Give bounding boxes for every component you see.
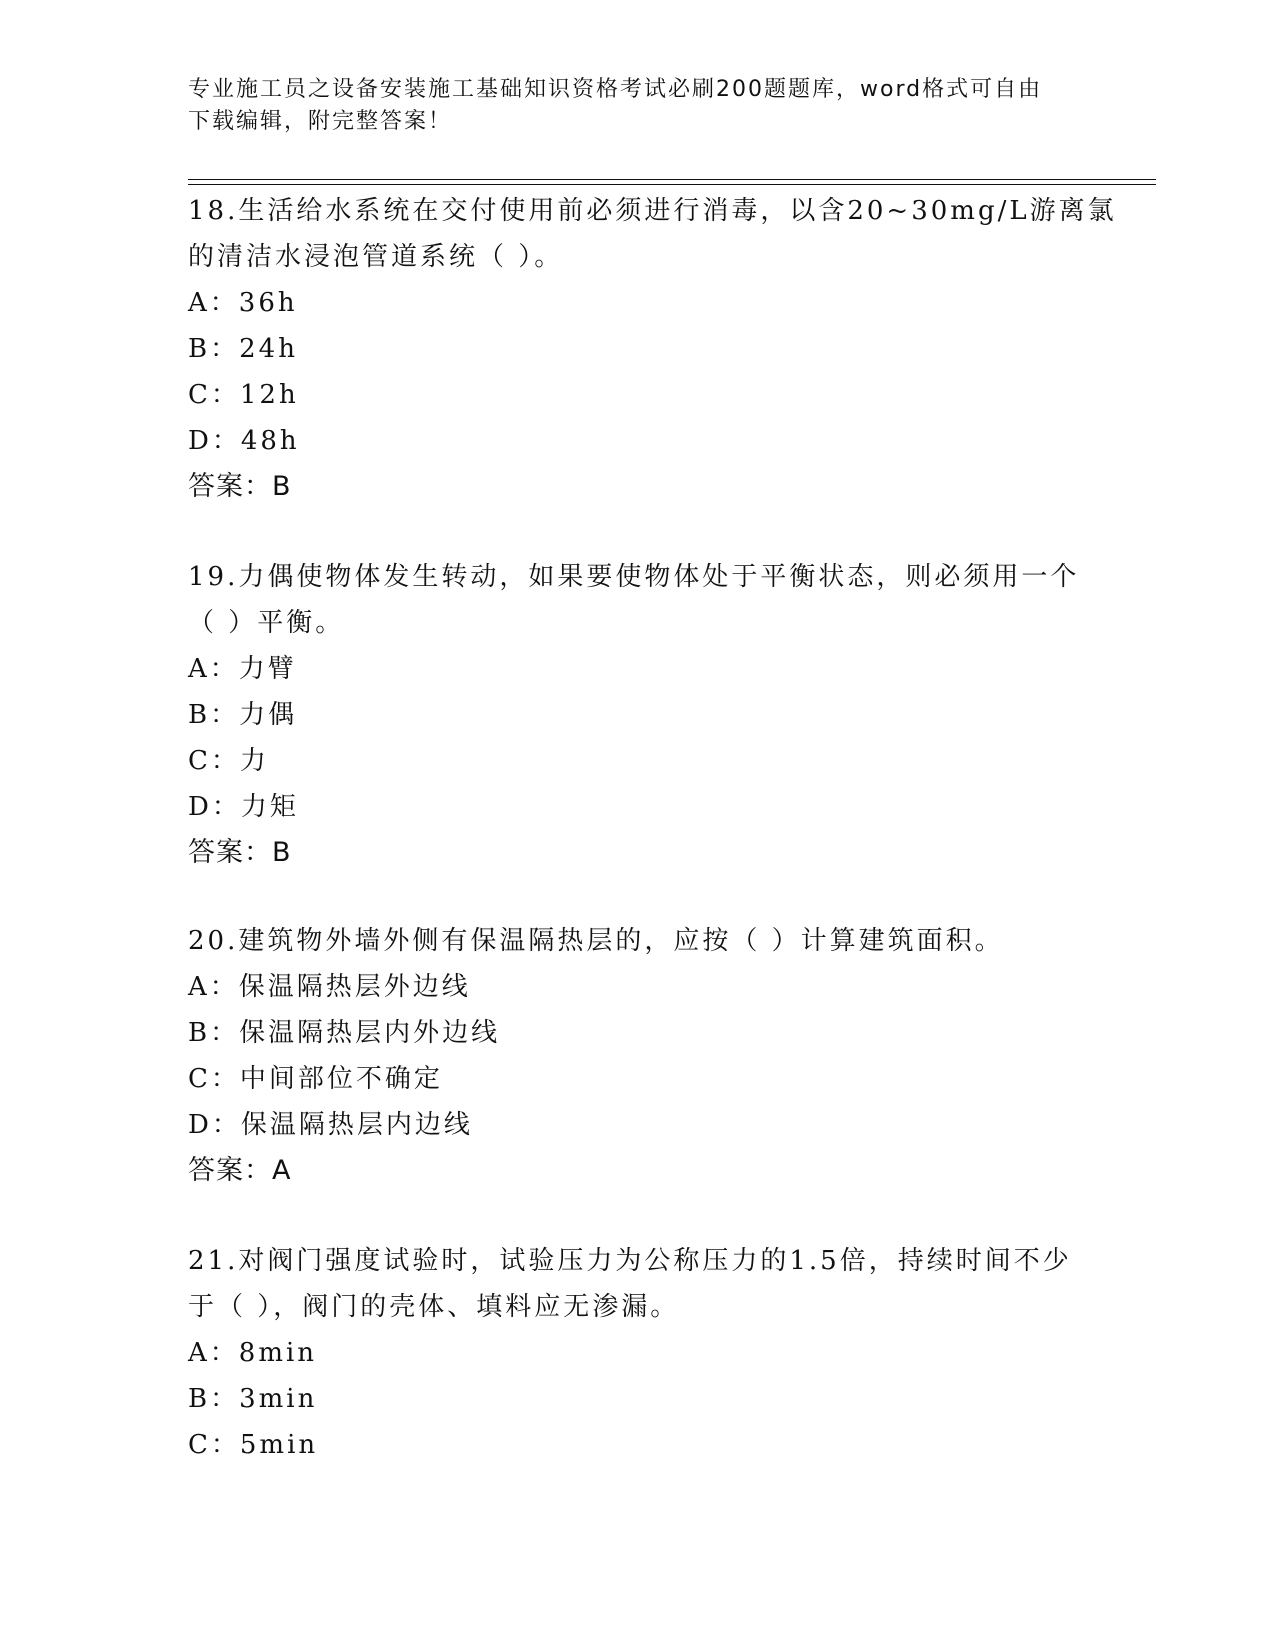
option-b: B：保温隔热层内外边线	[188, 1018, 501, 1048]
option-c: C：中间部位不确定	[188, 1064, 443, 1094]
question-line: 于（ ），阀门的壳体、填料应无渗漏。	[188, 1292, 680, 1322]
question-line: 的清洁水浸泡管道系统（ ）。	[188, 242, 564, 272]
header-divider-bottom	[188, 184, 1156, 185]
option-c: C：5min	[188, 1430, 319, 1460]
option-c: C：力	[188, 746, 269, 776]
answer-label: 答案：B	[188, 837, 292, 868]
document-header	[188, 74, 1088, 138]
question-text	[188, 918, 1088, 964]
header-line-2: 下载编辑，附完整答案！	[188, 109, 453, 134]
option-b: B：力偶	[188, 700, 298, 730]
option-c: C：12h	[188, 380, 299, 410]
option-b: B：3min	[188, 1384, 318, 1414]
header-divider-top	[188, 179, 1156, 180]
option-a: A：36h	[188, 288, 298, 318]
option-b: B：24h	[188, 334, 298, 364]
question-text	[188, 188, 1117, 280]
option-a: A：保温隔热层外边线	[188, 972, 471, 1002]
question-text	[188, 554, 1088, 646]
header-line-1: 专业施工员之设备安装施工基础知识资格考试必刷200题题库，word格式可自由	[188, 77, 1043, 102]
question-line: 19.力偶使物体发生转动，如果要使物体处于平衡状态，则必须用一个	[188, 562, 1080, 592]
option-d: D：力矩	[188, 792, 299, 822]
question-21	[188, 1238, 1088, 1468]
option-d: D：保温隔热层内边线	[188, 1110, 473, 1140]
option-d: D：48h	[188, 426, 300, 456]
question-20	[188, 918, 1088, 1194]
question-line: （ ）平衡。	[188, 608, 345, 638]
question-18	[188, 188, 1117, 510]
question-text	[188, 1238, 1088, 1330]
question-19	[188, 554, 1088, 876]
question-line: 20.建筑物外墙外侧有保温隔热层的，应按（ ）计算建筑面积。	[188, 926, 1004, 956]
option-a: A：8min	[188, 1338, 318, 1368]
question-line: 21.对阀门强度试验时，试验压力为公称压力的1.5倍，持续时间不少	[188, 1246, 1072, 1276]
answer-label: 答案：A	[188, 1155, 292, 1186]
question-line: 18.生活给水系统在交付使用前必须进行消毒，以含20~30mg/L游离氯	[188, 196, 1117, 226]
option-a: A：力臂	[188, 654, 297, 684]
answer-label: 答案：B	[188, 471, 292, 502]
